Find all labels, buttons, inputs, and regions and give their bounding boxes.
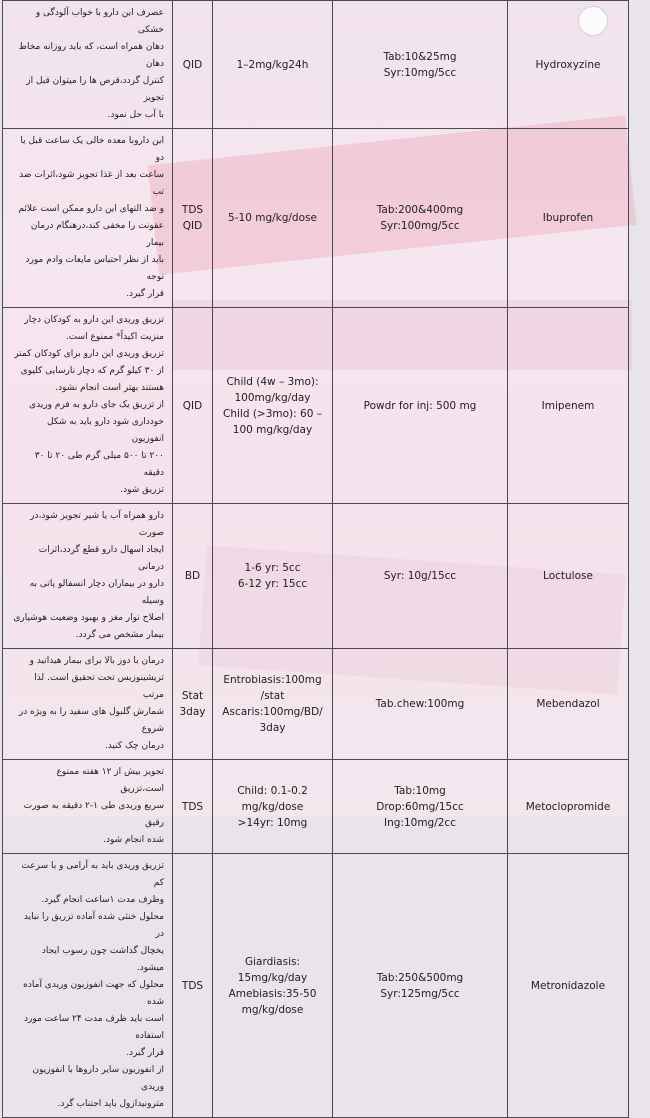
dose-line: 5-10 mg/kg/dose (228, 212, 317, 224)
instructions-line: درمان چک کنید. (104, 741, 164, 751)
form-line: Syr:100mg/5cc (380, 220, 460, 232)
dose-cell (213, 760, 333, 854)
instructions-line: یخچال گذاشت چون رسوب ایجاد میشود. (41, 946, 164, 973)
instructions-line: دارو در بیماران دچار انسفالو پاتی به وسیله (29, 579, 164, 606)
dose-cell (213, 504, 333, 649)
table-row (3, 854, 629, 1118)
instructions-cell (3, 760, 173, 854)
form-cell (333, 760, 508, 854)
drug-name-cell: Ibuprofen (508, 129, 629, 308)
dose-cell (213, 1, 333, 129)
frequency-cell (173, 504, 213, 649)
dose-line: 1–2mg/kg24h (236, 58, 309, 71)
instructions-line: محلول خنثی شده آماده تزریق را نباید در (23, 912, 164, 939)
form-cell (333, 129, 508, 308)
dose-line: Child: 0.1-0.2 (237, 784, 308, 797)
frequency-cell (173, 308, 213, 504)
dose-cell (213, 129, 333, 308)
instructions-line: تزریق وریدی باید به آرامی و با سرعت کم (21, 861, 164, 888)
instructions-line: تزریق وریدی این دارو برای کودکان کمتر (14, 349, 164, 359)
instructions-line: خودداری شود دارو باید به شکل انفوزیون (47, 417, 164, 444)
instructions-cell (3, 129, 173, 308)
form-cell (333, 854, 508, 1118)
form-cell (333, 308, 508, 504)
instructions-line: محلول که جهت انفوزیون وریدی آماده شده (23, 980, 164, 1007)
table-row (3, 308, 629, 504)
table-row (3, 1, 629, 129)
instructions-line: ساعت بعد از غذا تجویز شود،اثرات ضد تب (19, 170, 164, 197)
instructions-line: از ۳۰ کیلو گرم که دچار نارسایی کلیوی (20, 366, 164, 376)
instructions-line: عفونت را مخفی کند،درهنگام درمان بیمار (30, 221, 164, 248)
instructions-line: سریع وریدی طی ۱-۲ دقیقه به صورت رقیق (23, 801, 164, 828)
drug-reference-card (2, 0, 628, 1109)
instructions-line: وظرف مدت ۱ساعت انجام گیرد. (41, 895, 164, 905)
table-row (3, 129, 629, 308)
instructions-line: تریشینوزیس تحت تحقیق است. لذا مرتب (34, 673, 164, 700)
instructions-cell (3, 854, 173, 1118)
instructions-line: از انفوزیون سایر داروها با انفوزیون وریدی (32, 1065, 164, 1092)
dose-cell (213, 854, 333, 1118)
frequency-line: TDS (181, 204, 204, 216)
frequency-cell (173, 129, 213, 308)
instructions-line: درمان با دوز بالا برای بیمار هیداتید و (29, 656, 164, 666)
instructions-line: با آب حل نمود. (107, 110, 164, 120)
drug-name-cell: Mebendazol (508, 649, 629, 760)
instructions-cell (3, 1, 173, 129)
form-line: Tab.chew:100mg (375, 698, 465, 710)
form-line: Tab:10&25mg (383, 50, 457, 63)
form-line: Syr:125mg/5cc (380, 987, 460, 1000)
form-line: Syr:10mg/5cc (383, 66, 457, 79)
dose-line: Giardiasis: (244, 955, 301, 968)
instructions-cell (3, 504, 173, 649)
instructions-line: تزریق وریدی این دارو به کودکان دچار (24, 315, 164, 325)
frequency-cell (173, 760, 213, 854)
instructions-line: عصرف این دارو با خواب آلودگی و خشکی (35, 8, 164, 35)
frequency-line: QID (182, 220, 203, 232)
dose-line: 100mg/kg/day (234, 391, 311, 404)
frequency-cell (173, 649, 213, 760)
dose-line: mg/kg/dose (241, 800, 304, 813)
dose-line: mg/kg/dose (241, 1003, 304, 1016)
instructions-line: دارو همراه آب یا شیر تجویز شود،در صورت (30, 511, 164, 538)
dose-line: >14yr: 10mg (237, 816, 308, 829)
frequency-line: 3day (179, 706, 206, 718)
instructions-line: این داروبا معده خالی یک ساعت قبل یا دو (20, 136, 164, 163)
dose-cell (213, 308, 333, 504)
dose-line: 15mg/kg/day (237, 971, 308, 984)
instructions-line: تجویز بیش از ۱۲ هفته ممنوع است،تزریق (56, 767, 164, 794)
instructions-line: باید از نظر احتباس مایعات وادم مورد توجه (25, 255, 164, 282)
frequency-line: QID (182, 399, 203, 412)
instructions-line: هستند بهتر است انجام نشود. (55, 383, 164, 393)
form-line: Tab:250&500mg (376, 971, 464, 984)
dose-line: Ascaris:100mg/BD/ (222, 706, 323, 718)
instructions-line: و ضد التهای این دارو ممکن است علائم (18, 204, 164, 214)
frequency-line: TDS (181, 979, 204, 992)
instructions-cell (3, 649, 173, 760)
dose-line: Amebiasis:35-50 (228, 987, 317, 1000)
dose-cell (213, 649, 333, 760)
form-line: Drop:60mg/15cc (376, 800, 464, 813)
instructions-line: تزریق شود. (120, 485, 164, 495)
instructions-line: قرار گیرد. (126, 289, 164, 299)
frequency-cell (173, 854, 213, 1118)
drug-name-cell: Hydroxyzine (508, 1, 629, 129)
dose-line: 100 mg/kg/day (232, 423, 313, 436)
form-line: Syr: 10g/15cc (383, 570, 457, 582)
instructions-line: دهان همراه است، که باید روزانه مخاط دهان (18, 42, 164, 69)
dose-line: Entrobiasis:100mg (223, 674, 322, 686)
instructions-line: اصلاح نوار مغز و بهبود وضعیت هوشیاری (13, 613, 164, 623)
instructions-line: شمارش گلبول های سفید را به ویژه در شروع (18, 707, 164, 734)
instructions-cell (3, 308, 173, 504)
instructions-line: ایجاد اسهال دارو قطع گردد،اثرات درمانی (38, 545, 164, 572)
drug-name-cell: Metoclopromide (508, 760, 629, 854)
frequency-line: QID (182, 58, 203, 71)
drug-name-cell: Imipenem (508, 308, 629, 504)
dose-line: 1-6 yr: 5cc (244, 562, 301, 574)
instructions-line: منزیت اکیداً* ممنوع است. (65, 332, 164, 342)
dose-line: Child (>3mo): 60 – (223, 407, 322, 420)
form-line: Tab:10mg (394, 784, 446, 797)
form-line: Ing:10mg/2cc (384, 816, 456, 829)
form-cell (333, 504, 508, 649)
table-row (3, 760, 629, 854)
form-line: Tab:200&400mg (376, 204, 464, 216)
frequency-cell (173, 1, 213, 129)
instructions-line: از تزریق یک جای دارو به فرم وریدی (29, 400, 164, 410)
instructions-line: مترونیدازول باید اجتناب گرد. (57, 1099, 164, 1109)
drug-name-cell: Loctulose (508, 504, 629, 649)
instructions-line: قرار گیرد. (126, 1048, 164, 1058)
instructions-line: بیمار مشخص می گردد. (75, 630, 164, 640)
instructions-line: شده انجام شود. (103, 835, 164, 845)
instructions-line: ۲۰۰ تا ۵۰۰ میلی گرم طی ۲۰ تا ۳۰ دقیقه (34, 451, 164, 478)
punch-hole (578, 6, 608, 36)
form-cell (333, 1, 508, 129)
dose-line: 3day (259, 722, 286, 734)
dose-line: 6-12 yr: 15cc (237, 578, 308, 590)
table-row (3, 649, 629, 760)
frequency-line: Stat (181, 690, 204, 702)
form-line: Powdr for inj: 500 mg (363, 399, 477, 412)
form-cell (333, 649, 508, 760)
frequency-line: BD (184, 570, 201, 582)
drug-table (2, 0, 629, 1118)
dose-line: Child (4w – 3mo): (226, 375, 319, 388)
drug-name-cell: Metronidazole (508, 854, 629, 1118)
frequency-line: TDS (181, 800, 204, 813)
instructions-line: است باید ظرف مدت ۲۴ ساعت مورد استفاده (24, 1014, 164, 1041)
instructions-line: کنترل گردد،قرص ها را میتوان قبل از تجویز (26, 76, 164, 103)
dose-line: /stat (260, 690, 285, 702)
table-row (3, 504, 629, 649)
